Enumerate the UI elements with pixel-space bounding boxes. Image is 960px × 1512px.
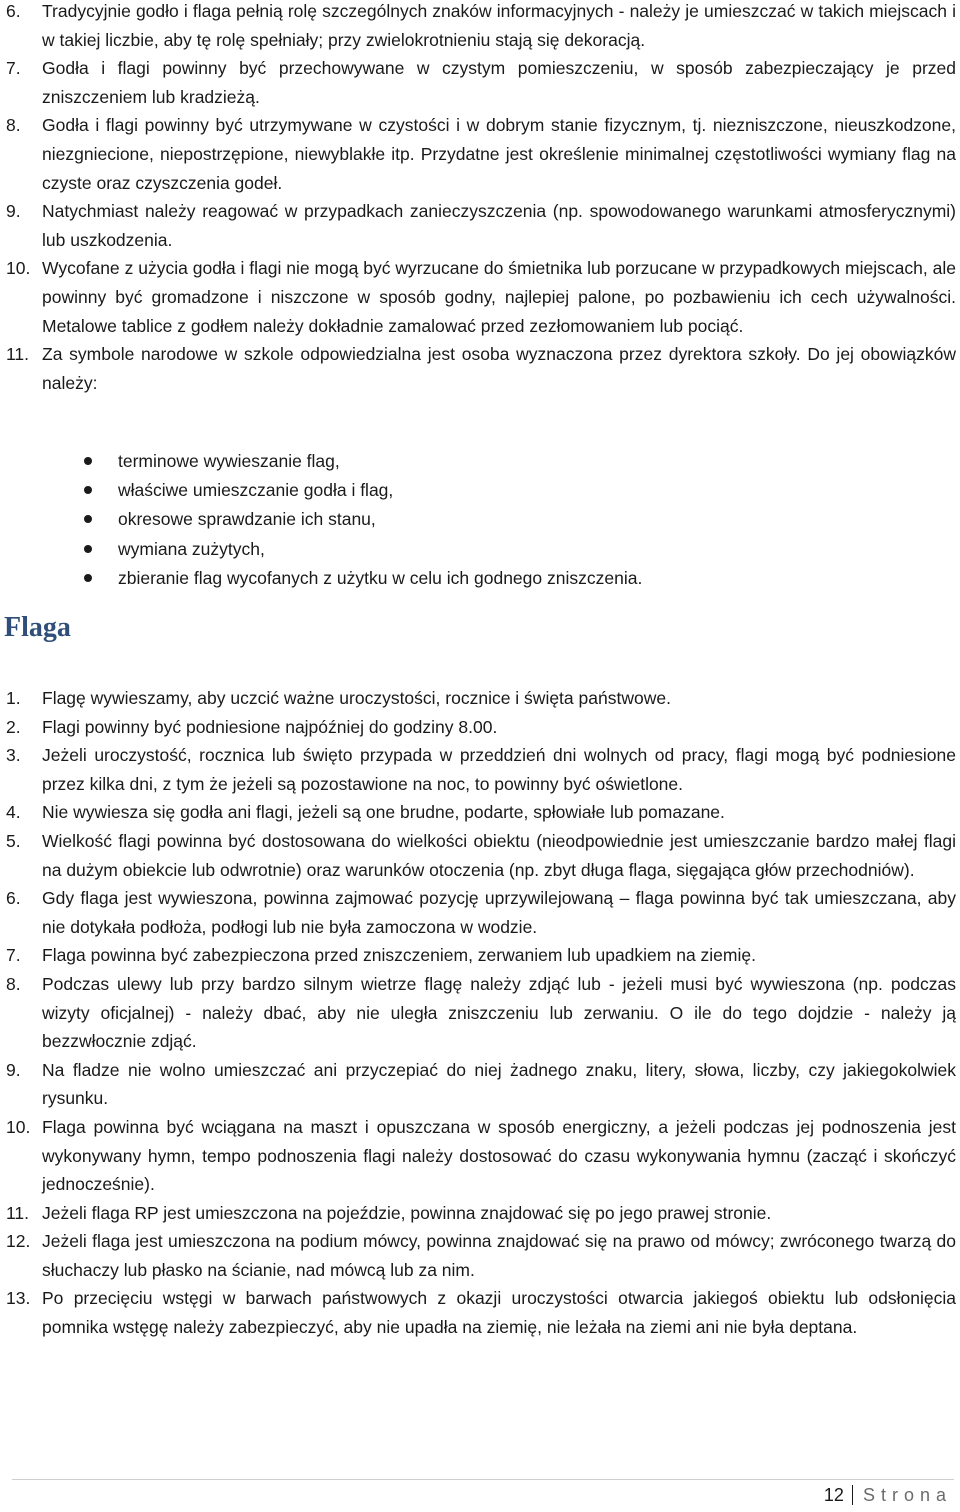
bullet-item [82,476,782,505]
bullet-item [82,535,782,564]
list-item [6,1113,956,1199]
list-item [6,941,956,970]
item-text: Jeżeli flaga RP jest umieszczona na pojeździe, powinna znajdować się po jego prawej stronie. [42,1202,772,1223]
item-number: 2. [6,716,21,737]
item-number: 9. [6,1059,21,1080]
bullet-text: wymiana zużytych, [118,538,265,559]
list-item [6,884,956,941]
list-item [6,254,956,340]
item-text: Natychmiast należy reagować w przypadkach zanieczyszczenia (np. spowodowanego warunkami atmosferycznymi) lub uszkodzenia. [42,201,956,250]
item-text: Flaga powinna być zabezpieczona przed zniszczeniem, zerwaniem lub upadkiem na ziemię. [42,945,756,966]
item-number: 13. [6,1288,31,1309]
item-text: Po przecięciu wstęgi w barwach państwowych z okazji uroczystości otwarcia jakiegoś obiektu lub odsłonięcia pomnika wstęgę należy zabezpieczyć, aby nie upadła na ziemię, nie leżała na ziemi ani nie była deptana. [42,1288,956,1338]
rules-list-emblems [6,0,956,397]
list-item [6,970,956,1056]
list-item [6,1284,956,1341]
list-item [6,340,956,397]
item-text: Na fladze nie wolno umieszczać ani przyczepiać do niej żadnego znaku, litery, słowa, liczby, czy jakiegokolwiek rysunku. [42,1059,956,1109]
item-number: 8. [6,973,21,994]
bullet-dot-icon [84,574,92,582]
duties-bullet-list [82,447,782,593]
item-text: Godła i flagi powinny być przechowywane w czystym pomieszczeniu, w sposób zabezpieczający je przed zniszczeniem lub kradzieżą. [42,58,956,107]
list-item [6,1199,956,1228]
bullet-text: terminowe wywieszanie flag, [118,451,340,471]
list-item [6,741,956,798]
item-text: Nie wywiesza się godła ani flagi, jeżeli są one brudne, podarte, spłowiałe lub pomazane. [42,802,725,823]
bullet-dot-icon [84,515,92,523]
page-footer [824,1485,952,1506]
section-heading-flag: Flaga [4,612,71,643]
item-text: Podczas ulewy lub przy bardzo silnym wietrze flagę należy zdjąć lub - jeżeli musi być wywieszona (np. podczas wizyty oficjalnej) - należy dbać, aby nie uległa zniszczeniu lub zerwaniu. O ile do tego dojdzie - należy ją bezzwłocznie zdjąć. [42,973,956,1052]
item-number: 11. [6,1202,30,1223]
bullet-dot-icon [84,545,92,553]
item-text: Tradycyjnie godło i flaga pełnią rolę szczególnych znaków informacyjnych - należy je umieszczać w takich miejscach i w takiej liczbie, aby tę rolę spełniały; przy zwielokrotnieniu stają się dekoracją. [42,1,956,50]
list-item [6,54,956,111]
bullet-dot-icon [84,457,92,465]
page-number: 12 [823,1485,844,1505]
bullet-text: okresowe sprawdzanie ich stanu, [118,509,376,530]
rules-list-flag [6,684,956,1342]
item-number: 6. [6,888,21,909]
footer-separator [852,1485,853,1505]
item-number: 6. [6,1,21,21]
item-number: 4. [6,802,21,823]
list-item [6,0,956,54]
list-item [6,798,956,827]
item-text: Jeżeli uroczystość, rocznica lub święto przypada w przeddzień dni wolnych od pracy, flagi mogą być podniesione przez kilka dni, z tym że jeżeli są pozostawione na noc, to powinny być oświetlone. [42,745,956,794]
list-item [6,1227,956,1284]
item-number: 10. [6,1116,31,1137]
bullet-text: zbieranie flag wycofanych z użytku w celu ich godnego zniszczenia. [118,567,643,588]
page-label: Strona [862,1485,952,1505]
list-item [6,1056,956,1113]
item-text: Flaga powinna być wciągana na maszt i opuszczana w sposób energiczny, a jeżeli podczas jej podnoszenia jest wykonywany hymn, tempo podnoszenia flagi należy dostosować do czasu wykonywania hymnu (zacząć i skończyć jednocześnie). [42,1116,956,1195]
list-item [6,111,956,197]
item-text: Gdy flaga jest wywieszona, powinna zajmować pozycję uprzywilejowaną – flaga powinna być tak umieszczana, aby nie dotykała podłoża, podłogi lub nie była zamoczona w wodzie. [42,888,956,937]
item-text: Flagę wywieszamy, aby uczcić ważne uroczystości, rocznice i święta państwowe. [42,688,671,708]
item-number: 7. [6,945,21,966]
item-text: Jeżeli flaga jest umieszczona na podium mówcy, powinna znajdować się na prawo od mówcy; zwróconego twarzą do słuchaczy lub płasko na ścianie, nad mówcą lub za nim. [42,1231,956,1280]
item-number: 10. [6,258,31,279]
item-number: 9. [6,201,21,222]
item-number: 3. [6,745,21,766]
bullet-text: właściwe umieszczanie godła i flag, [118,480,394,501]
item-number: 8. [6,115,21,136]
bullet-dot-icon [84,486,92,494]
footer-divider [12,1479,954,1480]
item-text: Flagi powinny być podniesione najpóźniej do godziny 8.00. [42,716,498,737]
item-text: Za symbole narodowe w szkole odpowiedzialna jest osoba wyznaczona przez dyrektora szkoły. Do jej obowiązków należy: [42,344,956,393]
list-item [6,684,956,713]
list-item [6,197,956,254]
item-number: 11. [6,344,30,365]
list-item [6,827,956,884]
item-text: Wycofane z użycia godła i flagi nie mogą być wyrzucane do śmietnika lub porzucane w przypadkowych miejscach, ale powinny być gromadzone i niszczone w sposób godny, najlepiej palone, po pozbawieniu ich cech używalności. Metalowe tablice z godłem należy dokładnie zamalować przed zezłomowaniem lub pociąć. [42,258,956,336]
item-number: 12. [6,1231,31,1252]
bullet-item [82,505,782,534]
item-number: 1. [6,688,21,708]
item-number: 5. [6,830,21,851]
item-number: 7. [6,58,21,79]
bullet-item [82,447,782,476]
list-item [6,713,956,742]
item-text: Godła i flagi powinny być utrzymywane w czystości i w dobrym stanie fizycznym, tj. niezniszczone, nieuszkodzone, niezgniecione, niepostrzępione, niewyblakłe itp. Przydatne jest określenie minimalnej częstotliwości wymiany flag na czyste oraz czyszczenia godeł. [42,115,956,193]
item-text: Wielkość flagi powinna być dostosowana do wielkości obiektu (nieodpowiednie jest umieszczanie bardzo małej flagi na dużym obiekcie lub odwrotnie) oraz warunków otoczenia (np. zbyt długa flaga, sięgająca głów przechodniów). [42,830,956,880]
bullet-item [82,564,782,593]
